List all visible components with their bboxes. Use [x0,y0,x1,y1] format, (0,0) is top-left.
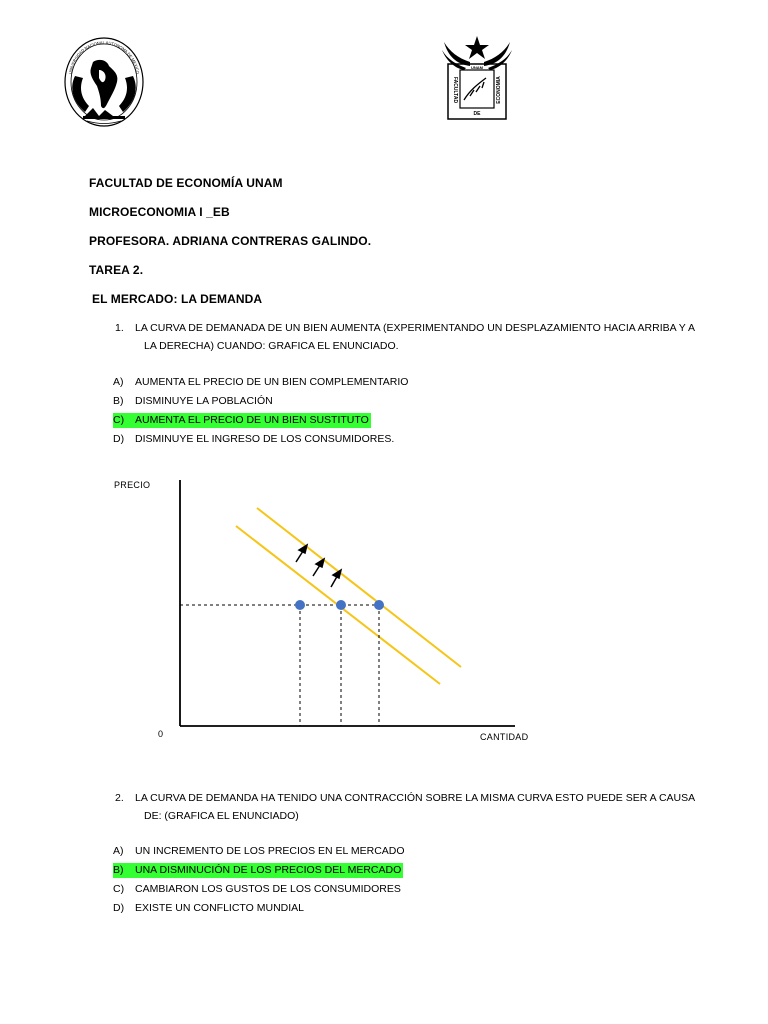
option-letter: D) [113,902,125,914]
option-text: AUMENTA EL PRECIO DE UN BIEN SUSTITUTO [135,414,369,426]
faculty-title: FACULTAD DE ECONOMÍA UNAM [89,176,283,190]
question-1 [115,319,695,355]
question-2-text: LA CURVA DE DEMANDA HA TENIDO UNA CONTRACCIÓN SOBRE LA MISMA CURVA ESTO PUEDE SER A CAUSA DE: (GRAFICA EL ENUNCIADO) [135,792,695,822]
option-letter: A) [113,845,124,857]
question-2 [115,789,695,825]
option-letter: D) [113,433,125,445]
option-letter: B) [113,864,124,876]
q2-option-b-highlighted [113,863,403,878]
unam-seal-text: UNIVERSIDAD NACIONAL AUTONOMA DE MEXICO [67,39,141,75]
q1-option-a [113,375,408,390]
fe-word-left: FACULTAD [452,76,458,104]
origin-label: 0 [158,729,164,739]
demand-shift-graph [100,470,560,750]
option-text: AUMENTA EL PRECIO DE UN BIEN COMPLEMENTARIO [135,376,409,388]
option-text: DISMINUYE LA POBLACIÓN [135,395,273,407]
equilibrium-point-1 [295,600,305,610]
fe-word-top: UNAM [471,65,483,70]
option-letter: C) [113,883,125,895]
y-axis-label: PRECIO [114,480,151,490]
x-axis-label: CANTIDAD [480,732,529,742]
option-text: CAMBIARON LOS GUSTOS DE LOS CONSUMIDORES [135,883,401,895]
unam-seal-logo [63,36,145,128]
q2-option-c [113,882,401,897]
equilibrium-point-2 [336,600,346,610]
q1-option-c-highlighted [113,413,371,428]
option-text: UNA DISMINUCIÓN DE LOS PRECIOS DEL MERCADO [135,864,402,876]
facultad-economia-logo [440,34,514,122]
q2-option-a [113,844,405,859]
option-letter: B) [113,395,124,407]
option-text: UN INCREMENTO DE LOS PRECIOS EN EL MERCADO [135,845,405,857]
professor-name: PROFESORA. ADRIANA CONTRERAS GALINDO. [89,234,372,248]
option-letter: C) [113,414,125,426]
assignment-title: TAREA 2. [89,263,144,277]
course-title: MICROECONOMIA I _EB [89,205,230,219]
demand-curve-shifted [257,508,461,667]
option-text: DISMINUYE EL INGRESO DE LOS CONSUMIDORES. [135,433,395,445]
question-1-text: LA CURVA DE DEMANADA DE UN BIEN AUMENTA (EXPERIMENTANDO UN DESPLAZAMIENTO HACIA ARRIBA Y A LA DERECHA) CUANDO: GRAFICA EL ENUNCIADO. [135,322,695,352]
star-icon [465,36,489,59]
q1-option-d [113,432,394,447]
option-letter: A) [113,376,124,388]
question-1-number: 1. [115,322,124,334]
option-text: EXISTE UN CONFLICTO MUNDIAL [135,902,304,914]
q1-option-b [113,394,273,409]
fe-word-bottom: DE [473,111,481,117]
q2-option-d [113,901,304,916]
equilibrium-point-3 [374,600,384,610]
question-2-number: 2. [115,792,124,804]
topic-title: EL MERCADO: LA DEMANDA [92,292,263,306]
fe-word-right: ECONOMIA [496,76,502,104]
